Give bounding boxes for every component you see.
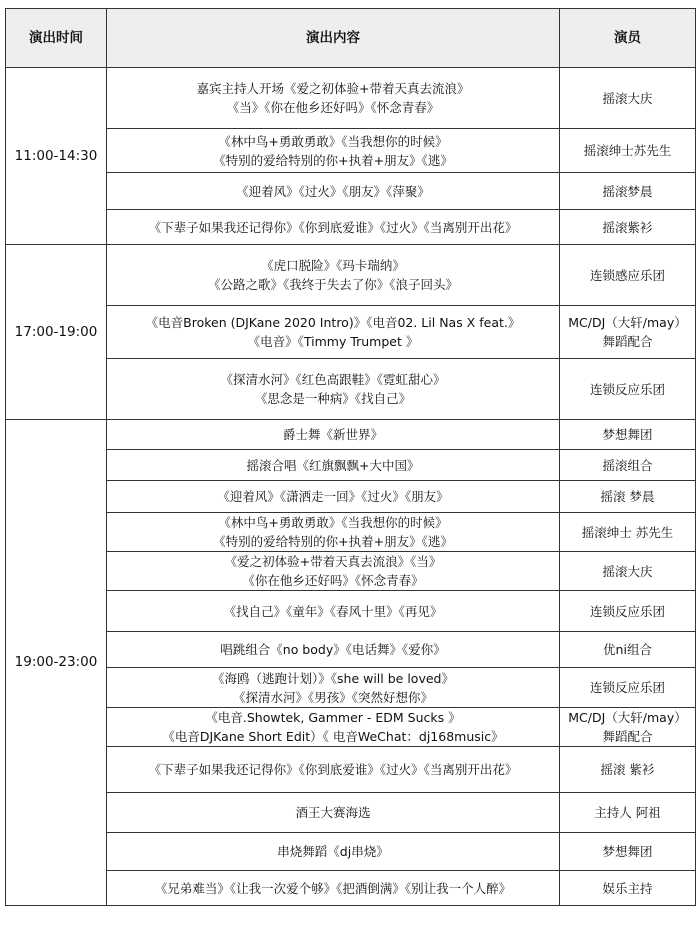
- table-row: [6, 481, 696, 513]
- performer-name: 摇滚紫衫: [602, 219, 653, 235]
- program-line: 嘉宾主持人开场《爱之初体验+带着天真去流浪》: [196, 81, 470, 96]
- program-content-cell: [107, 129, 560, 173]
- program-line: 《爱之初体验+带着天真去流浪》《当》: [224, 554, 442, 569]
- program-line: 《特别的爱给特别的你+执着+朋友》《逃》: [213, 152, 453, 168]
- program-content-cell: [107, 210, 560, 245]
- program-content-cell: [107, 68, 560, 129]
- program-content-cell: [107, 359, 560, 420]
- program-content-cell: [107, 450, 560, 481]
- table-row: [6, 129, 696, 173]
- performer-cell: [560, 747, 696, 793]
- performer-name: 梦想舞团: [602, 844, 653, 859]
- table-row: [6, 668, 696, 708]
- performer-name: MC/DJ（大轩/may）: [568, 710, 687, 725]
- performer-cell: [560, 513, 696, 552]
- performer-cell: [560, 306, 696, 359]
- performer-name: 摇滚绅士 苏先生: [581, 524, 674, 540]
- table-row: [6, 306, 696, 359]
- program-line: 《迎着风》《过火》《朋友》《萍聚》: [236, 183, 430, 199]
- program-line: 摇滚合唱《红旗飘飘+大中国》: [246, 457, 420, 473]
- program-line: 《下辈子如果我还记得你》《你到底爱谁》《过火》《当离别开出花》: [148, 762, 518, 777]
- performer-name: 摇滚组合: [602, 457, 653, 473]
- performer-name: 舞蹈配合: [602, 729, 653, 744]
- program-line: 《迎着风》《潇洒走一回》《过火》《朋友》: [217, 489, 449, 504]
- program-line: 《电音DJKane Short Edit）《 电音WeChat：dj168music》: [162, 729, 504, 744]
- program-content-cell: [107, 871, 560, 906]
- performer-name: 连锁反应乐团: [589, 680, 665, 695]
- performer-cell: [560, 450, 696, 481]
- table-row: [6, 632, 696, 668]
- table-row: [6, 793, 696, 833]
- program-line: 《下辈子如果我还记得你》《你到底爱谁》《过火》《当离别开出花》: [148, 219, 518, 235]
- performer-name: 连锁感应乐团: [589, 267, 665, 283]
- program-line: 《公路之歌》《我终于失去了你》《浪子回头》: [207, 277, 458, 292]
- program-content-cell: [107, 747, 560, 793]
- program-content-cell: [107, 420, 560, 450]
- performer-cell: [560, 173, 696, 210]
- performer-name: 娱乐主持: [602, 880, 653, 896]
- program-line: 爵士舞《新世界》: [282, 427, 383, 442]
- program-line: 《探清水河》《红色高跟鞋》《霓虹甜心》: [220, 372, 446, 387]
- performer-cell: [560, 871, 696, 906]
- program-line: 酒王大赛海选: [295, 805, 371, 820]
- performer-name: 优ni组合: [603, 642, 652, 657]
- performer-cell: [560, 833, 696, 871]
- table-row: [6, 747, 696, 793]
- program-content-cell: [107, 552, 560, 591]
- program-content-cell: [107, 481, 560, 513]
- program-content-cell: [107, 793, 560, 833]
- performer-cell: [560, 793, 696, 833]
- performer-cell: [560, 632, 696, 668]
- header-row: [6, 9, 696, 68]
- performer-cell: [560, 359, 696, 420]
- program-line: 《特别的爱给特别的你+执着+朋友》《逃》: [213, 534, 453, 549]
- table-row: [6, 871, 696, 906]
- program-content-cell: [107, 632, 560, 668]
- program-content-cell: [107, 708, 560, 747]
- program-line: 《林中鸟+勇敢勇敢》《当我想你的时候》: [218, 133, 448, 149]
- program-content-cell: [107, 245, 560, 306]
- program-line: 《电音.Showtek, Gammer - EDM Sucks 》: [205, 710, 461, 725]
- table-row: [6, 552, 696, 591]
- program-line: 《找自己》《童年》《春风十里》《再见》: [223, 603, 443, 619]
- table-row: [6, 450, 696, 481]
- program-line: 《兄弟难当》《让我一次爱个够》《把酒倒满》《别让我一个人醉》: [154, 880, 512, 896]
- performer-name: 摇滚 紫衫: [600, 762, 655, 777]
- program-line: 《探清水河》《男孩》《突然好想你》: [232, 689, 433, 705]
- performer-name: 连锁反应乐团: [589, 381, 665, 397]
- table-row: [6, 513, 696, 552]
- performer-name: 主持人 阿祖: [594, 805, 661, 820]
- performer-name: 摇滚大庆: [602, 90, 653, 106]
- table-row: [6, 68, 696, 129]
- performer-cell: [560, 420, 696, 450]
- time-slot-cell: 19:00-23:00: [6, 420, 107, 906]
- table-row: [6, 173, 696, 210]
- program-content-cell: [107, 173, 560, 210]
- program-content-cell: [107, 833, 560, 871]
- table-row: [6, 833, 696, 871]
- performer-cell: [560, 708, 696, 747]
- performer-name: 摇滚 梦晨: [600, 489, 655, 504]
- program-line: 《电音Broken (DJKane 2020 Intro)》《电音02. Lil Nas X feat.》: [145, 315, 521, 330]
- program-content-cell: [107, 513, 560, 552]
- performer-name: 摇滚梦晨: [602, 183, 653, 199]
- performer-cell: [560, 245, 696, 306]
- program-line: 《林中鸟+勇敢勇敢》《当我想你的时候》: [218, 515, 448, 530]
- performer-name: 连锁反应乐团: [589, 603, 665, 619]
- table-body: [6, 68, 696, 906]
- table-row: [6, 245, 696, 306]
- performer-cell: [560, 668, 696, 708]
- performer-cell: [560, 552, 696, 591]
- table-row: [6, 420, 696, 450]
- table-row: [6, 591, 696, 632]
- time-slot-cell: 11:00-14:30: [6, 68, 107, 245]
- program-line: 《虎口脱险》《玛卡瑞纳》: [261, 258, 405, 273]
- program-line: 《你在他乡还好吗》《怀念青春》: [242, 573, 424, 588]
- performance-schedule-table: [5, 8, 696, 906]
- header-content: 演出内容: [107, 9, 560, 68]
- performer-name: 摇滚绅士苏先生: [583, 143, 672, 158]
- program-line: 《海鸥（逃跑计划）》《she will be loved》: [212, 670, 454, 686]
- program-content-cell: [107, 668, 560, 708]
- program-content-cell: [107, 591, 560, 632]
- performer-cell: [560, 210, 696, 245]
- performer-name: 舞蹈配合: [602, 334, 653, 349]
- performer-name: MC/DJ（大轩/may）: [568, 315, 687, 330]
- header-time: 演出时间: [6, 9, 107, 68]
- performer-cell: [560, 591, 696, 632]
- time-slot-cell: 17:00-19:00: [6, 245, 107, 420]
- performer-name: 梦想舞团: [602, 427, 653, 442]
- performer-cell: [560, 129, 696, 173]
- performer-cell: [560, 481, 696, 513]
- performer-name: 摇滚大庆: [602, 563, 653, 579]
- program-content-cell: [107, 306, 560, 359]
- program-line: 《当》《你在他乡还好吗》《怀念青春》: [226, 100, 440, 115]
- program-line: 串烧舞蹈《dj串烧》: [277, 844, 389, 859]
- header-performer: 演员: [560, 9, 696, 68]
- program-line: 唱跳组合《no body》《电话舞》《爱你》: [220, 642, 446, 657]
- table-header: [6, 9, 696, 68]
- program-line: 《电音》《Timmy Trumpet 》: [247, 334, 419, 349]
- table-row: [6, 359, 696, 420]
- performer-cell: [560, 68, 696, 129]
- program-line: 《思念是一种病》《找自己》: [254, 391, 412, 406]
- table-row: [6, 210, 696, 245]
- table-row: [6, 708, 696, 747]
